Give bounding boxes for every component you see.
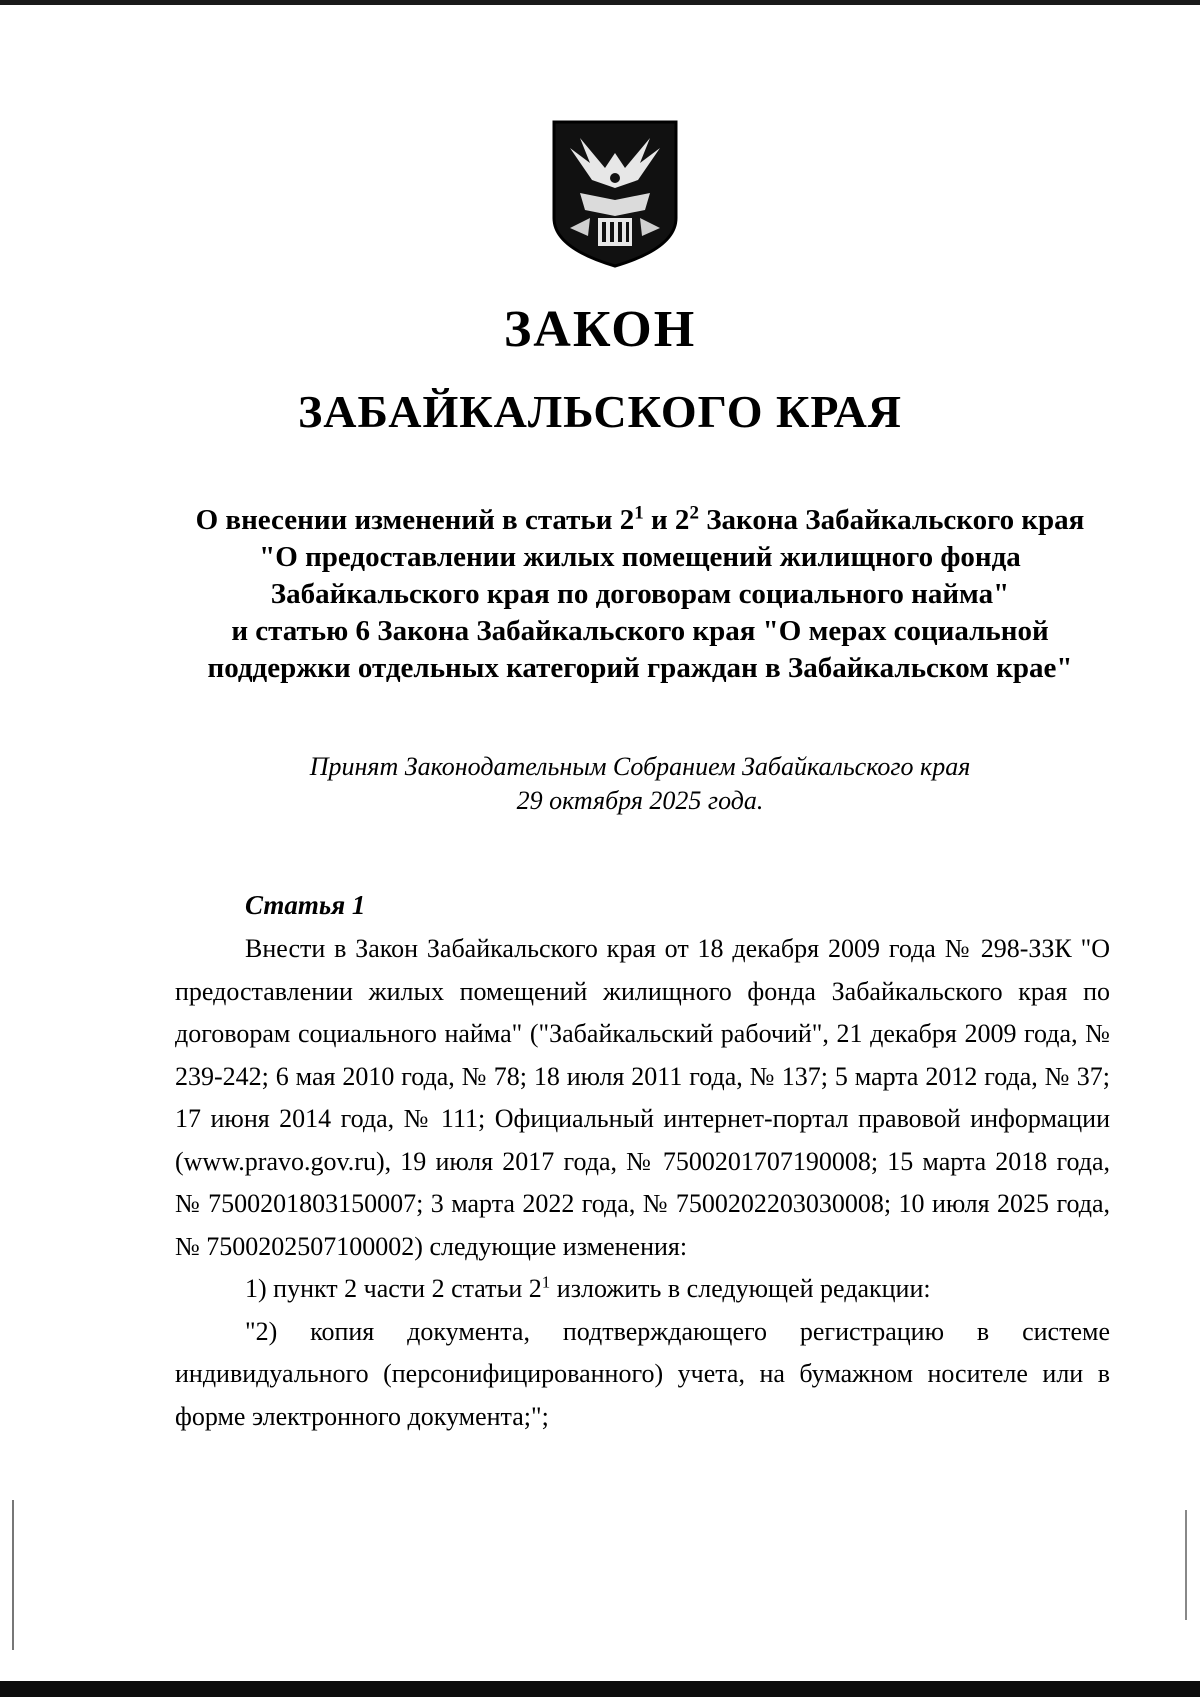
paragraph-1: Внести в Закон Забайкальского края от 18 декабря 2009 года № 298-ЗЗК "О предоставлении жилых помещений жилищного фонда Забайкальского края по договорам социального найма" ("Забайкальский рабочий", 21 декабря 2009 года, № 239-242; 6 мая 2010 года, № 78; 18 июля 2011 года, № 137; 5 марта 2012 года, № 37; 17 июня 2014 года, № 111; Официальный интернет-портал правовой информации (www.pravo.gov.ru), 19 июля 2017 года, № 7500201707190008; 15 марта 2018 года, № 7500201803150007; 3 марта 2022 года, № 7500202203030008; 10 июля 2025 года, № 7500202507100002) следующие изменения:	[175, 934, 1110, 1261]
zabaikalsky-coat-of-arms-icon	[550, 118, 680, 268]
paragraph-2-part1: 1) пункт 2 части 2 статьи 2	[245, 1274, 542, 1303]
law-subject	[160, 502, 1120, 687]
paragraph-2-sup: 1	[541, 1272, 551, 1292]
article-heading: Статья 1	[245, 890, 366, 920]
subject-line3: Забайкальского края по договорам социального найма"	[270, 578, 1010, 610]
subject-line1-part3: Закона Забайкальского края	[698, 504, 1085, 536]
scan-top-border	[0, 0, 1200, 5]
subject-line1-sup2: 2	[689, 502, 699, 524]
subject-line2: "О предоставлении жилых помещений жилищного фонда	[259, 541, 1021, 573]
scan-bottom-border	[0, 1681, 1200, 1697]
adoption-line1: Принят Законодательным Собранием Забайкальского края	[309, 752, 971, 781]
subject-line1-sup1: 1	[634, 502, 644, 524]
article-body	[175, 928, 1110, 1438]
law-title-line2: ЗАБАЙКАЛЬСКОГО КРАЯ	[297, 386, 903, 437]
law-title-line1: ЗАКОН	[503, 301, 697, 358]
adoption-line2: 29 октября 2025 года.	[516, 786, 764, 815]
paragraph-2-part2: изложить в следующей редакции:	[550, 1274, 931, 1303]
paragraph-2	[175, 1268, 1110, 1311]
adoption-note	[200, 750, 1080, 818]
scan-artifact-left	[12, 1500, 14, 1650]
subject-line1-part1: О внесении изменений в статьи 2	[195, 504, 635, 536]
scan-artifact-right	[1185, 1510, 1187, 1620]
subject-line4: и статью 6 Закона Забайкальского края "О мерах социальной	[231, 615, 1049, 647]
subject-line5: поддержки отдельных категорий граждан в Забайкальском крае"	[207, 652, 1073, 684]
subject-line1-part2: и 2	[643, 504, 690, 536]
subject-line1	[160, 502, 1120, 539]
paragraph-3: "2) копия документа, подтверждающего регистрацию в системе индивидуального (персонифицированного) учета, на бумажном носителе или в форме электронного документа;";	[175, 1316, 1110, 1431]
